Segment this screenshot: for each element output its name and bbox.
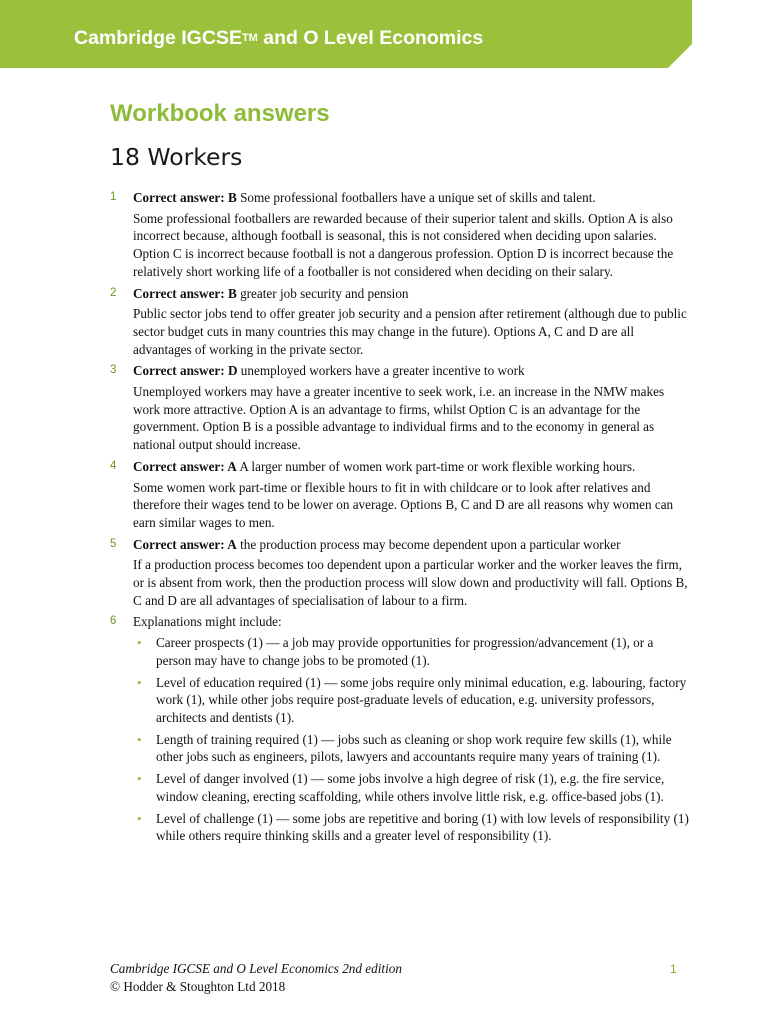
explanation: If a production process becomes too dependent upon a particular worker and the worker leaves the firm, or is absent from work, then the production process will slow down and productivity will fall. Options B, C and D are all advantages of specialisation of labour to a firm.: [133, 557, 688, 608]
bullet-text: Career prospects (1) — a job may provide opportunities for progression/advancement (1), or a person may have to change jobs to be promoted (1).: [156, 635, 654, 668]
answer-text: A larger number of women work part-time or work flexible working hours.: [236, 458, 636, 474]
bullet-icon: •: [137, 674, 142, 690]
answer-text: the production process may become dependent upon a particular worker: [236, 536, 621, 552]
answer-line: [133, 536, 690, 554]
bullet-icon: •: [137, 635, 142, 651]
answer-line: [133, 458, 690, 476]
bullet-item: [133, 810, 690, 845]
question-number: 4: [110, 459, 117, 472]
header-title: [74, 27, 483, 50]
question-item: [110, 613, 690, 844]
bullet-icon: •: [137, 771, 142, 787]
explanation: Some professional footballers are rewarded because of their superior talent and skills. Option A is also incorrect because, although football is seasonal, this is not considered when deciding upon salaries. Option C is incorrect because football is not a dangerous profession. Option D is incorrect because the relatively short working life of a footballer is not considered when deciding on their salary.: [133, 210, 674, 279]
header-title-rest: and O Level Economics: [257, 27, 484, 49]
answer-line: [133, 285, 690, 303]
explanation: Some women work part-time or flexible hours to fit in with childcare or to look after relatives and therefore their wages tend to be lower on average. Options B, C and D are all reasons why women can earn similar wages to men.: [133, 479, 674, 530]
explanation: Public sector jobs tend to offer greater job security and a pension after retirement (although due to public sector budget cuts in many countries this may change in the future). Options A, C and D are all advantages of working in the private sector.: [133, 306, 687, 357]
answer-label: Correct answer: B: [133, 190, 237, 205]
question-item: [110, 362, 690, 454]
question-number: 1: [110, 191, 117, 203]
bullet-text: Level of education required (1) — some jobs require only minimal education, e.g. labouring, factory work (1), while other jobs require post-graduate levels of education, e.g. university professors, architects and dentists (1).: [156, 674, 687, 725]
page-number: 1: [670, 962, 677, 976]
question-item: [110, 285, 690, 359]
bullet-text: Length of training required (1) — jobs such as cleaning or shop work require few skills (1), while other jobs such as engineers, pilots, lawyers and accountants require many years of training (1).: [156, 731, 672, 765]
bullet-item: [133, 634, 690, 669]
answer-label: Correct answer: A: [133, 458, 237, 474]
bullet-item: [133, 731, 690, 766]
bullet-list: [133, 634, 690, 845]
trademark-mark: TM: [241, 32, 258, 44]
page-title: Workbook answers: [110, 100, 330, 127]
question-item: [110, 536, 690, 610]
bullet-icon: •: [137, 731, 142, 747]
answer-label: Correct answer: A: [133, 536, 237, 552]
bullet-text: Level of challenge (1) — some jobs are repetitive and boring (1) with low levels of responsibility (1) while others require thinking skills and a greater level of responsibility (1).: [156, 810, 689, 844]
question-number: 3: [110, 364, 117, 377]
answer-line: [133, 362, 690, 380]
explanation: Unemployed workers may have a greater incentive to seek work, i.e. an increase in the NMW makes work more attractive. Option A is an advantage to firms, whilst Option C is an advantage for the government. Option B is a possible advantage to individual firms and to the economy in general as national output should increase.: [133, 384, 665, 453]
answer-text: unemployed workers have a greater incentive to work: [237, 363, 525, 379]
question-item: [110, 189, 690, 281]
header-title-main: Cambridge IGCSE: [74, 27, 242, 49]
answer-text: greater job security and pension: [236, 285, 409, 301]
question-number: 2: [110, 286, 117, 299]
answer-label: Correct answer: D: [133, 363, 238, 379]
question-number: 5: [110, 537, 117, 550]
answers-list: [110, 189, 690, 849]
answer-line: [133, 189, 690, 207]
question-item: [110, 458, 690, 532]
copyright-text: © Hodder & Stoughton Ltd 2018: [110, 979, 286, 994]
answer-text: Some professional footballers have a unique set of skills and talent.: [236, 190, 596, 205]
bullet-item: [133, 674, 690, 727]
question-number: 6: [110, 615, 117, 628]
page-footer: [110, 960, 402, 996]
edition-text: Cambridge IGCSE and O Level Economics 2nd edition: [110, 961, 402, 976]
chapter-title: 18 Workers: [110, 143, 243, 171]
bullet-item: [133, 770, 690, 805]
bullet-icon: •: [137, 810, 142, 826]
answer-label: Correct answer: B: [133, 285, 237, 301]
bullet-text: Level of danger involved (1) — some jobs involve a high degree of risk (1), e.g. the fire service, window cleaning, erecting scaffolding, while others involve little risk, e.g. office-based jobs (1).: [156, 771, 665, 804]
question-intro: Explanations might include:: [133, 614, 282, 630]
